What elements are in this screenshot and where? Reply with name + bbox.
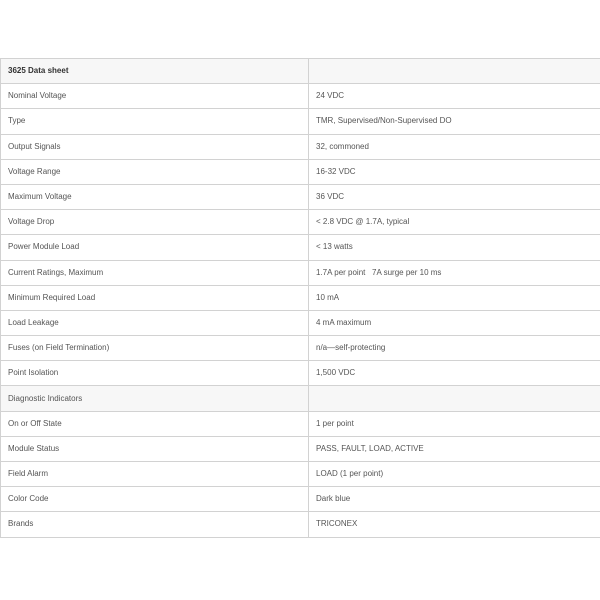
row-value: n/a—self-protecting bbox=[309, 336, 600, 361]
table-row bbox=[1, 436, 600, 461]
row-label: Power Module Load bbox=[1, 235, 309, 260]
row-label: Point Isolation bbox=[1, 361, 309, 386]
row-label: Field Alarm bbox=[1, 462, 309, 487]
row-value: < 13 watts bbox=[309, 235, 600, 260]
row-value: LOAD (1 per point) bbox=[309, 462, 600, 487]
table-row bbox=[1, 134, 600, 159]
section-label: Diagnostic Indicators bbox=[1, 386, 309, 411]
table-row bbox=[1, 487, 600, 512]
row-label: Current Ratings, Maximum bbox=[1, 260, 309, 285]
row-label: On or Off State bbox=[1, 411, 309, 436]
row-label: Color Code bbox=[1, 487, 309, 512]
table-row bbox=[1, 210, 600, 235]
row-label: Voltage Drop bbox=[1, 210, 309, 235]
row-value: TRICONEX bbox=[309, 512, 600, 537]
table-row bbox=[1, 462, 600, 487]
row-value: 1 per point bbox=[309, 411, 600, 436]
table-row bbox=[1, 260, 600, 285]
table-row bbox=[1, 512, 600, 537]
table-row bbox=[1, 235, 600, 260]
table-row bbox=[1, 310, 600, 335]
table-row bbox=[1, 411, 600, 436]
row-value: 1.7A per point 7A surge per 10 ms bbox=[309, 260, 600, 285]
row-label: Minimum Required Load bbox=[1, 285, 309, 310]
table-row bbox=[1, 361, 600, 386]
row-label: Brands bbox=[1, 512, 309, 537]
row-value: 32, commoned bbox=[309, 134, 600, 159]
datasheet-table bbox=[0, 58, 600, 538]
row-value: TMR, Supervised/Non-Supervised DO bbox=[309, 109, 600, 134]
row-label: Output Signals bbox=[1, 134, 309, 159]
row-label: Nominal Voltage bbox=[1, 84, 309, 109]
row-label: Maximum Voltage bbox=[1, 184, 309, 209]
row-value: 4 mA maximum bbox=[309, 310, 600, 335]
table-row bbox=[1, 285, 600, 310]
row-value bbox=[309, 386, 600, 411]
row-label: Module Status bbox=[1, 436, 309, 461]
table-row bbox=[1, 109, 600, 134]
row-value: 16-32 VDC bbox=[309, 159, 600, 184]
table-row bbox=[1, 184, 600, 209]
datasheet-title: 3625 Data sheet bbox=[1, 59, 309, 84]
row-value: 24 VDC bbox=[309, 84, 600, 109]
row-value: Dark blue bbox=[309, 487, 600, 512]
row-label: Fuses (on Field Termination) bbox=[1, 336, 309, 361]
table-row bbox=[1, 159, 600, 184]
row-value: 1,500 VDC bbox=[309, 361, 600, 386]
table-row bbox=[1, 84, 600, 109]
row-value: PASS, FAULT, LOAD, ACTIVE bbox=[309, 436, 600, 461]
row-label: Type bbox=[1, 109, 309, 134]
table-row bbox=[1, 336, 600, 361]
row-value: 10 mA bbox=[309, 285, 600, 310]
row-label: Load Leakage bbox=[1, 310, 309, 335]
row-value: < 2.8 VDC @ 1.7A, typical bbox=[309, 210, 600, 235]
section-row bbox=[1, 386, 600, 411]
row-value: 36 VDC bbox=[309, 184, 600, 209]
datasheet-title-blank bbox=[309, 59, 600, 84]
row-label: Voltage Range bbox=[1, 159, 309, 184]
table-header-row bbox=[1, 59, 600, 84]
